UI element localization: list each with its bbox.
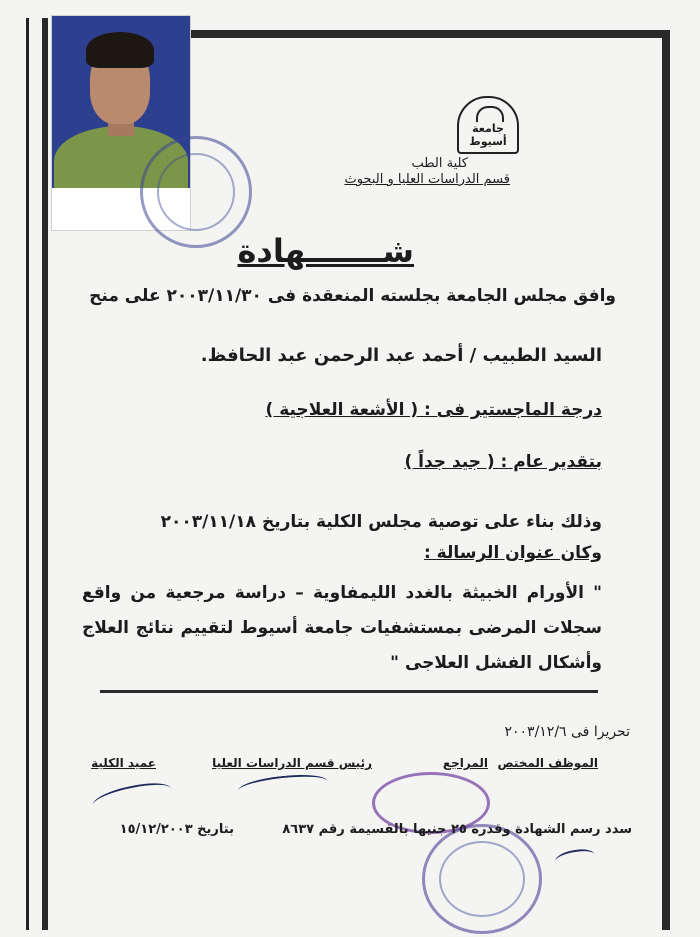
divider [100,690,598,693]
page-border-left [26,18,48,930]
portrait-hair [86,32,154,68]
faculty-name: كلية الطب [411,156,468,171]
signature-reviewer: المراجع [442,756,488,770]
clerk-signature-mark [554,847,596,870]
department-name: قسم الدراسات العليا و البحوث [344,172,510,187]
issue-date: تحريرا فى ٢٠٠٣/١٢/٦ [504,724,630,740]
degree-line: درجة الماجستير فى : ( الأشعة العلاجية ) [265,400,602,420]
logo-sun-icon [476,106,504,122]
logo-text: جامعة أسيوط [469,122,507,148]
dean-signature-mark [91,778,174,816]
thesis-title: " الأورام الخبيثة بالغدد الليمفاوية – دراسة مرجعية من واقع سجلات المرضى بمستشفيات جامعة أسيوط لتقييم نتائج العلاج وأشكال الفشل العلاجى " [82,583,602,673]
university-logo [457,96,519,154]
recipient-name: السيد الطبيب / أحمد عبد الرحمن عبد الحافظ. [200,345,602,366]
fee-receipt-line: سدد رسم الشهادة وقدره ٢٥ جنيها بالقسيمة رقم ٨٦٣٧ [282,822,632,837]
photo-stamp [140,136,252,248]
thesis-heading: وكان عنوان الرسالة : [423,543,602,563]
signature-dean: عميد الكلية [91,756,156,770]
fee-receipt-date: بتاريخ ١٥/١٢/٢٠٠٣ [119,822,234,837]
signature-officer: الموظف المختص [497,756,598,770]
head-signature-mark [237,771,329,800]
page-border-top [190,30,670,38]
certificate-title: شـــــــهادة [237,232,414,270]
recommendation-line: وذلك بناء على توصية مجلس الكلية بتاريخ ٢٠٠٣/١١/١٨ [160,512,602,532]
grade-line: بتقدير عام : ( جيد جداً ) [404,452,602,472]
signature-head: رئيس قسم الدراسات العليا [212,756,372,770]
page-border-right [662,30,670,930]
council-approval-line: وافق مجلس الجامعة بجلسته المنعقدة فى ٢٠٠٣/١١/٣٠ على منح [89,286,616,306]
eagle-seal [422,824,542,934]
